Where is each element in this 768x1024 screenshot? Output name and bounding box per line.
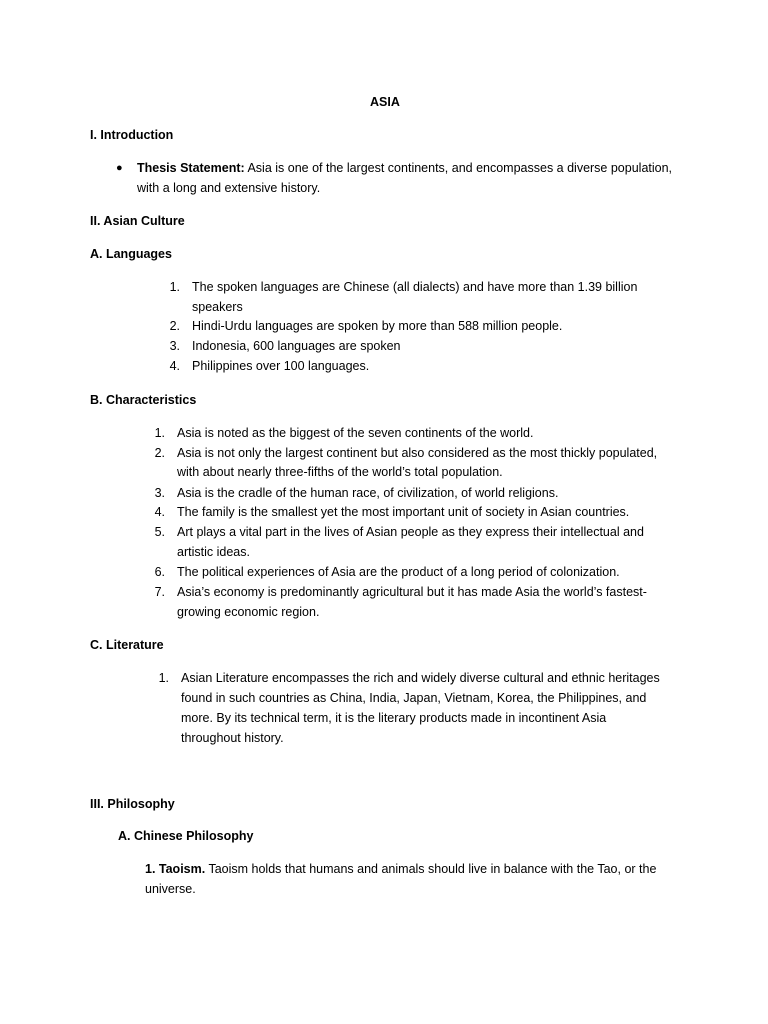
- list-item-text: The spoken languages are Chinese (all dialects) and have more than 1.39 billion: [192, 280, 638, 294]
- list-item-text: Indonesia, 600 languages are spoken: [192, 339, 401, 353]
- list-number: 4.: [154, 505, 165, 519]
- taoism-text: Taoism holds that humans and animals should live in balance with the Tao, or the: [205, 862, 657, 876]
- section-heading-introduction: I. Introduction: [90, 128, 174, 142]
- list-item-text: Philippines over 100 languages.: [192, 359, 370, 373]
- list-number: 3.: [169, 339, 180, 353]
- document-title: ASIA: [370, 95, 400, 109]
- list-item-text: growing economic region.: [177, 605, 320, 619]
- thesis-line-2: with a long and extensive history.: [137, 181, 321, 195]
- list-number: 4.: [169, 359, 180, 373]
- subsection-heading-literature: C. Literature: [90, 638, 164, 652]
- list-item-text: Asia is not only the largest continent but also considered as the most thickly populated,: [177, 446, 658, 460]
- thesis-text: Asia is one of the largest continents, and encompasses a diverse population,: [244, 161, 673, 175]
- list-number: 2.: [169, 319, 180, 333]
- list-number: 7.: [154, 585, 165, 599]
- list-number: 1.: [158, 671, 169, 685]
- list-item-text: Asian Literature encompasses the rich and widely diverse cultural and ethnic heritages: [181, 671, 660, 685]
- list-item-text: throughout history.: [181, 731, 284, 745]
- list-item-text: artistic ideas.: [177, 545, 250, 559]
- list-item-text: speakers: [192, 300, 243, 314]
- list-number: 1.: [169, 280, 180, 294]
- subsection-heading-chinese-philosophy: A. Chinese Philosophy: [118, 829, 254, 843]
- list-item-text: Hindi-Urdu languages are spoken by more than 588 million people.: [192, 319, 563, 333]
- list-number: 5.: [154, 525, 165, 539]
- section-heading-philosophy: III. Philosophy: [90, 797, 175, 811]
- list-number: 1.: [154, 426, 165, 440]
- list-item-text: The political experiences of Asia are the product of a long period of colonization.: [177, 565, 620, 579]
- taoism-line-1: [145, 859, 656, 879]
- section-heading-asian-culture: II. Asian Culture: [90, 214, 185, 228]
- list-item-text: The family is the smallest yet the most important unit of society in Asian countries.: [177, 505, 630, 519]
- taoism-label: 1. Taoism.: [145, 862, 206, 876]
- thesis-line-1: [137, 158, 672, 178]
- subsection-heading-languages: A. Languages: [90, 247, 172, 261]
- list-number: 2.: [154, 446, 165, 460]
- list-number: 3.: [154, 486, 165, 500]
- bullet-dot: ●: [116, 162, 123, 174]
- thesis-label: Thesis Statement:: [137, 161, 245, 175]
- list-item-text: found in such countries as China, India, Japan, Vietnam, Korea, the Philippines, and: [181, 691, 647, 705]
- list-item-text: Asia’s economy is predominantly agricultural but it has made Asia the world’s fastest-: [177, 585, 647, 599]
- list-item-text: with about nearly three-fifths of the world’s total population.: [177, 465, 503, 479]
- subsection-heading-characteristics: B. Characteristics: [90, 393, 197, 407]
- list-item-text: Asia is noted as the biggest of the seven continents of the world.: [177, 426, 534, 440]
- list-number: 6.: [154, 565, 165, 579]
- list-item-text: Asia is the cradle of the human race, of civilization, of world religions.: [177, 486, 559, 500]
- list-item-text: more. By its technical term, it is the literary products made in incontinent Asia: [181, 711, 607, 725]
- taoism-line-2: universe.: [145, 882, 196, 896]
- list-item-text: Art plays a vital part in the lives of Asian people as they express their intellectual and: [177, 525, 644, 539]
